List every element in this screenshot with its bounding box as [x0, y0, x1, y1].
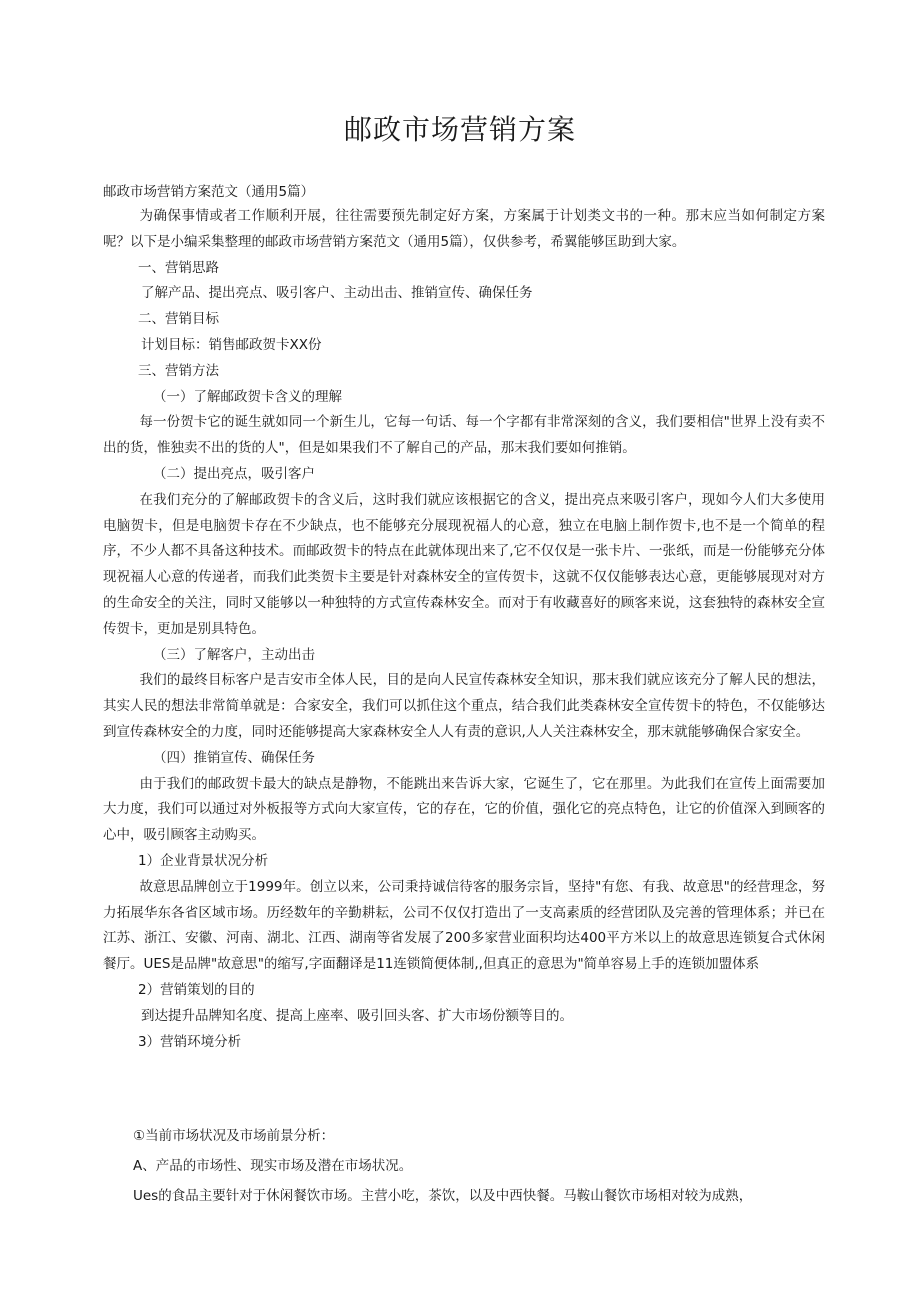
document-body [103, 204, 825, 1055]
page-title: 邮政市场营销方案 [343, 113, 576, 146]
method-heading-4: （四）推销宣传、确保任务 [153, 749, 315, 766]
section-body-1: 了解产品、提出亮点、吸引客户、主动出击、推销宣传、确保任务 [141, 285, 533, 302]
section-heading-1: 一、营销思路 [138, 259, 219, 276]
method-heading-2: （二）提出亮点，吸引客户 [153, 465, 315, 482]
plan-heading-1: 1）企业背景状况分析 [138, 852, 269, 869]
plan-body-1: 故意思品牌创立于1999年。创立以来，公司秉持诚信待客的服务宗旨，坚持"有您、有我、故意思"的经营理念，努力拓展华东各省区域市场。历经数年的辛勤耕耘，公司不仅仅打造出了一支高素质的经营团队及完善的管理体系；并已在江苏、浙江、安徽、河南、湖北、江西、湖南等省发展了200多家营业面积均达400平方米以上的故意思连锁复合式休闲餐厅。UES是品牌"故意思"的缩写,字面翻译是11连锁简便体制,,但真正的意思为"简单容易上手的连锁加盟体系 [103, 878, 825, 973]
plan-heading-2: 2）营销策划的目的 [138, 981, 255, 998]
document-subtitle: 邮政市场营销方案范文（通用5篇） [103, 184, 315, 200]
market-body: Ues的食品主要针对于休闲餐饮市场。主营小吃，茶饮，以及中西快餐。马鞍山餐饮市场相对较为成熟， [133, 1188, 753, 1204]
method-body-1: 每一份贺卡它的诞生就如同一个新生儿，它每一句话、每一个字都有非常深刻的含义，我们要相信"世界上没有卖不出的货，惟独卖不出的货的人"，但是如果我们不了解自己的产品，那末我们要如何推销。 [103, 414, 825, 457]
section-heading-3: 三、营销方法 [138, 362, 219, 379]
method-heading-3: （三）了解客户，主动出击 [153, 646, 315, 663]
intro-paragraph: 为确保事情或者工作顺利开展，往往需要预先制定好方案，方案属于计划类文书的一种。那末应当如何制定方案呢？以下是小编采集整理的邮政市场营销方案范文（通用5篇），仅供参考，希翼能够匡助到大家。 [103, 208, 825, 250]
method-body-2: 在我们充分的了解邮政贺卡的含义后，这时我们就应该根据它的含义，提出亮点来吸引客户，现如今人们大多使用电脑贺卡，但是电脑贺卡存在不少缺点，也不能够充分展现祝福人的心意，独立在电脑上制作贺卡,也不是一个简单的程序，不少人都不具备这种技术。而邮政贺卡的特点在此就体现出来了,它不仅仅是一张卡片、一张纸，而是一份能够充分体现祝福人心意的传递者，而我们此类贺卡主要是针对森林安全的宣传贺卡，这就不仅仅能够表达心意，更能够展现对对方的生命安全的关注，同时又能够以一种独特的方式宣传森林安全。而对于有收藏喜好的顾客来说，这套独特的森林安全宣传贺卡，更加是别具特色。 [103, 491, 825, 637]
plan-heading-3: 3）营销环境分析 [138, 1033, 242, 1050]
section-heading-2: 二、营销目标 [138, 311, 219, 328]
method-body-4: 由于我们的邮政贺卡最大的缺点是静物，不能跳出来告诉大家，它诞生了，它在那里。为此我们在宣传上面需要加大力度，我们可以通过对外板报等方式向大家宣传，它的存在，它的价值，强化它的亮点特色，让它的价值深入到顾客的心中，吸引顾客主动购买。 [103, 775, 825, 844]
plan-body-2: 到达提升品牌知名度、提高上座率、吸引回头客、扩大市场份额等目的。 [141, 1007, 573, 1024]
method-heading-1: （一）了解邮政贺卡含义的理解 [153, 388, 342, 405]
section-body-2: 计划目标：销售邮政贺卡XX份 [141, 336, 322, 353]
method-body-3: 我们的最终目标客户是吉安市全体人民，目的是向人民宣传森林安全知识，那末我们就应该充分了解人民的想法，其实人民的想法非常简单就是：合家安全，我们可以抓住这个重点，结合我们此类森林安全宣传贺卡的特色，不仅能够达到宣传森林安全的力度，同时还能够提高大家森林安全人人有责的意识,人人关注森林安全，那末就能够确保合家安全。 [103, 672, 825, 740]
market-status-heading: A、产品的市场性、现实市场及潜在市场状况。 [133, 1158, 413, 1174]
market-analysis-heading: ①当前市场状况及市场前景分析： [133, 1128, 335, 1144]
